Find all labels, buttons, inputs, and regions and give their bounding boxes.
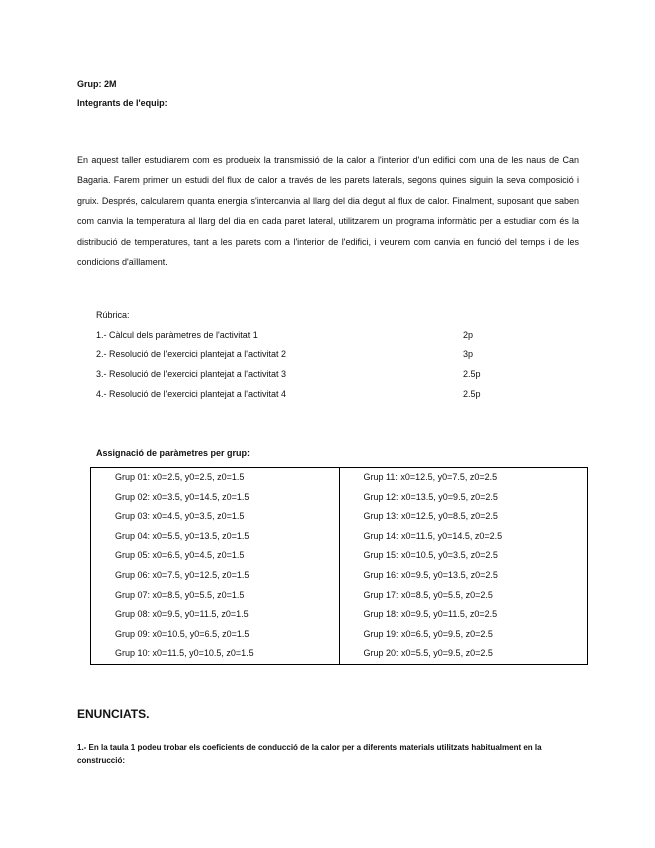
- groups-left-column: [91, 468, 340, 665]
- group-row: Grup 06: x0=7.5, y0=12.5, z0=1.5: [115, 569, 250, 580]
- group-row: Grup 01: x0=2.5, y0=2.5, z0=1.5: [115, 472, 245, 482]
- rubric-item: [96, 349, 516, 359]
- groups-right-column: [339, 468, 588, 665]
- rubric-item-label: 1.- Càlcul dels paràmetres de l'activitat 1: [96, 330, 258, 340]
- rubric-item: [96, 369, 516, 379]
- assignment-title: Assignació de paràmetres per grup:: [96, 448, 251, 458]
- group-row: Grup 10: x0=11.5, y0=10.5, z0=1.5: [115, 648, 254, 659]
- question-1-text: 1.- En la taula 1 podeu trobar els coeficients de conducció de la calor per a diferents materials utilitzats habitualment en la construcció:: [77, 743, 542, 765]
- group-row: Grup 16: x0=9.5, y0=13.5, z0=2.5: [363, 569, 498, 580]
- group-row: Grup 08: x0=9.5, y0=11.5, z0=1.5: [115, 609, 249, 620]
- group-row: Grup 03: x0=4.5, y0=3.5, z0=1.5: [115, 511, 245, 522]
- rubric-title: Rúbrica:: [96, 310, 130, 320]
- group-row: Grup 20: x0=5.5, y0=9.5, z0=2.5: [363, 648, 493, 659]
- statements-title: ENUNCIATS.: [77, 707, 150, 721]
- rubric-item: [96, 330, 516, 340]
- rubric-item-points: 2.5p: [463, 389, 481, 399]
- group-parameters-table: [90, 467, 588, 665]
- group-row: Grup 19: x0=6.5, y0=9.5, z0=2.5: [363, 628, 493, 639]
- group-label: Grup: 2M: [77, 79, 117, 89]
- rubric-item-label: 2.- Resolució de l'exercici plantejat a l'activitat 2: [96, 349, 287, 359]
- group-row: Grup 02: x0=3.5, y0=14.5, z0=1.5: [115, 491, 250, 502]
- group-row: Grup 11: x0=12.5, y0=7.5, z0=2.5: [363, 472, 498, 482]
- group-row: Grup 14: x0=11.5, y0=14.5, z0=2.5: [363, 530, 503, 541]
- group-row: Grup 09: x0=10.5, y0=6.5, z0=1.5: [115, 628, 250, 639]
- rubric-item-label: 3.- Resolució de l'exercici plantejat a l'activitat 3: [96, 369, 287, 379]
- rubric-item: [96, 389, 516, 399]
- group-row: Grup 04: x0=5.5, y0=13.5, z0=1.5: [115, 530, 250, 541]
- rubric-item-points: 2.5p: [463, 369, 481, 379]
- rubric-item-label: 4.- Resolució de l'exercici plantejat a l'activitat 4: [96, 389, 287, 399]
- group-row: Grup 12: x0=13.5, y0=9.5, z0=2.5: [363, 491, 498, 502]
- group-row: Grup 18: x0=9.5, y0=11.5, z0=2.5: [363, 609, 498, 620]
- group-row: Grup 17: x0=8.5, y0=5.5, z0=2.5: [363, 589, 493, 600]
- intro-paragraph: En aquest taller estudiarem com es produeix la transmissió de la calor a l'interior d'un edifici com una de les naus de Can Bagaria. Farem primer un estudi del flux de calor a través de les parets laterals, segons quines siguin la seva composició i gruix. Després, calcularem quanta energia s'intercanvia al llarg del dia degut al flux de calor. Finalment, suposant que saben com canvia la temperatura al llarg del dia en cada paret lateral, utilitzarem un programa informàtic per a estudiar com és la distribució de temperatures, tant a les parets com a l'interior de l'edifici, i veurem com canvia en funció del temps i de les condicions d'aïllament.: [77, 155, 579, 268]
- group-row: Grup 15: x0=10.5, y0=3.5, z0=2.5: [363, 550, 498, 561]
- group-row: Grup 13: x0=12.5, y0=8.5, z0=2.5: [363, 511, 498, 522]
- team-members-label: Integrants de l'equip:: [77, 98, 168, 108]
- group-row: Grup 07: x0=8.5, y0=5.5, z0=1.5: [115, 589, 245, 600]
- rubric-item-points: 2p: [463, 330, 474, 340]
- rubric-item-points: 3p: [463, 349, 474, 359]
- group-row: Grup 05: x0=6.5, y0=4.5, z0=1.5: [115, 550, 245, 561]
